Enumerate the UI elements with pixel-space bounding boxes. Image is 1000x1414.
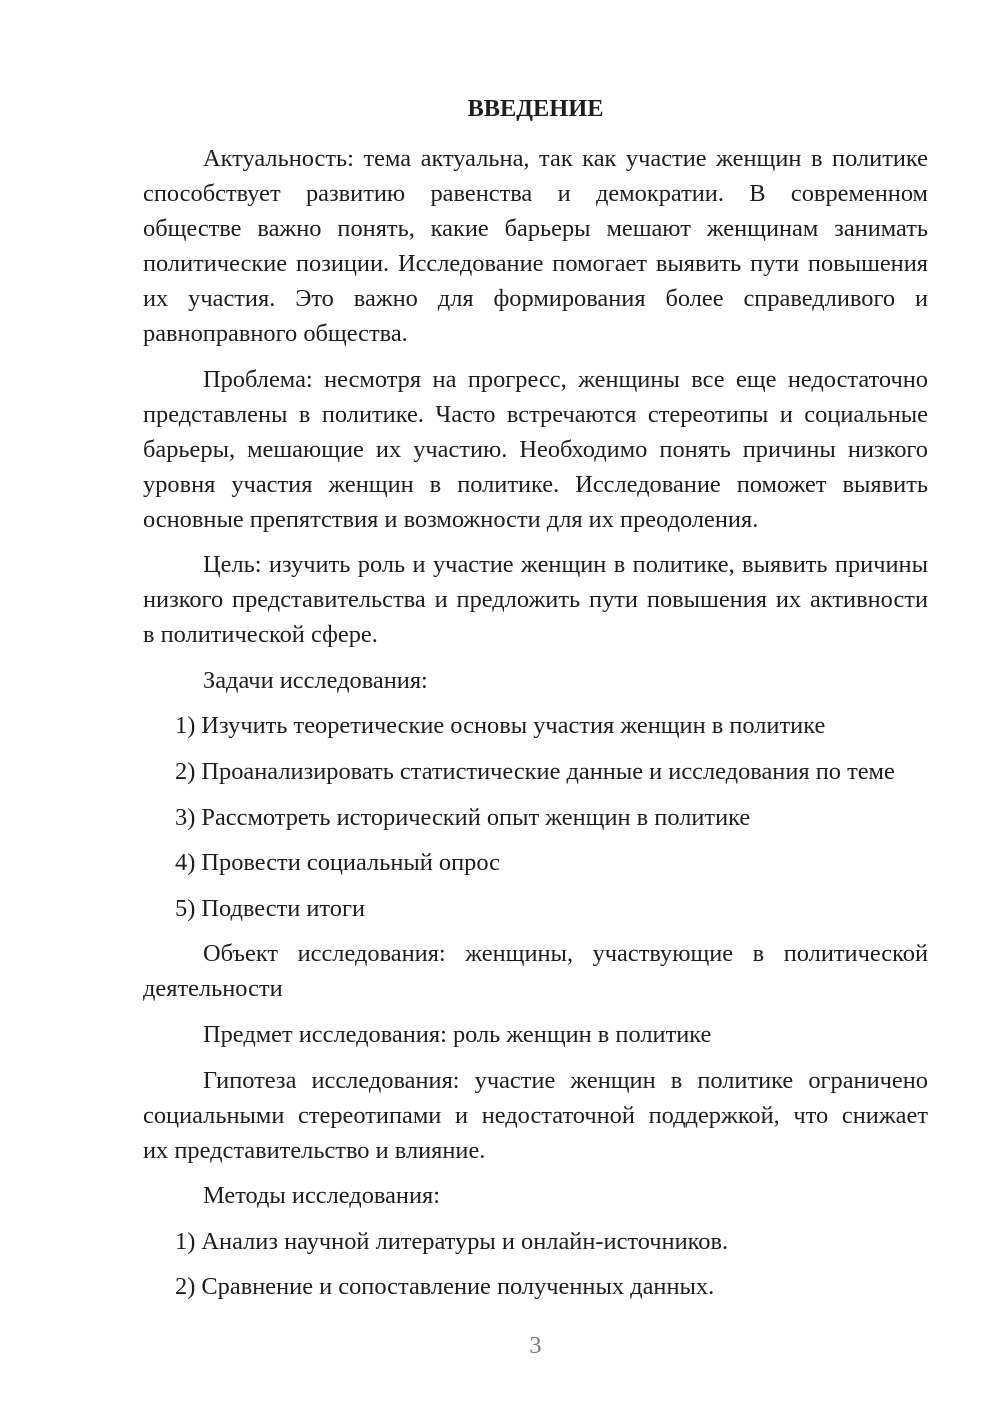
text-line: Объект исследования: женщины, участвующие в политической: [203, 940, 928, 968]
task-item: [143, 800, 928, 835]
methods-list: [143, 1224, 928, 1305]
task-item: [143, 891, 928, 926]
task-item: [143, 845, 928, 880]
text-line: Методы исследования:: [203, 1182, 441, 1210]
task-item-text: 5) Подвести итоги: [175, 894, 366, 922]
text-line: Предмет исследования: роль женщин в политике: [203, 1020, 712, 1048]
text-line: барьеры, мешающие их участию. Необходимо понять причины низкого: [143, 435, 928, 463]
text-line: равноправного общества.: [143, 320, 408, 347]
method-item-text: 1) Анализ научной литературы и онлайн-источников.: [175, 1227, 729, 1255]
text-line: в политической сфере.: [143, 621, 378, 649]
text-line: их представительство и влияние.: [143, 1136, 486, 1164]
task-item: [143, 708, 928, 743]
method-item: [143, 1224, 928, 1259]
text-line: политические позиции. Исследование помогает выявить пути повышения: [143, 250, 928, 277]
methods-heading: [143, 1178, 928, 1213]
text-line: низкого представительства и предложить пути повышения их активности: [143, 586, 928, 614]
text-line: их участия. Это важно для формирования более справедливого и: [143, 285, 928, 312]
task-item-text: 2) Проанализировать статистические данные и исследования по теме: [175, 757, 895, 785]
task-list: [143, 708, 928, 925]
page-number: 3: [529, 1332, 542, 1359]
text-line: Задачи исследования:: [203, 666, 428, 694]
method-item-text: 2) Сравнение и сопоставление полученных данных.: [175, 1273, 715, 1301]
text-line: Гипотеза исследования: участие женщин в политике ограничено: [203, 1066, 928, 1094]
paragraph-problem: [143, 362, 928, 537]
page-title: ВВЕДЕНИЕ: [467, 95, 604, 122]
tasks-heading: [143, 663, 928, 698]
text-line: Актуальность: тема актуальна, так как участие женщин в политике: [203, 145, 928, 172]
paragraph-goal: [143, 547, 928, 652]
paragraph-hypothesis: [143, 1063, 928, 1168]
text-line: Цель: изучить роль и участие женщин в политике, выявить причины: [203, 551, 928, 579]
paragraph-object: [143, 936, 928, 1006]
page-content: [143, 91, 928, 1315]
task-item-text: 4) Провести социальный опрос: [175, 849, 500, 877]
task-item-text: 1) Изучить теоретические основы участия женщин в политике: [175, 712, 826, 740]
text-line: способствует развитию равенства и демократии. В современном: [143, 180, 928, 207]
task-item-text: 3) Рассмотреть исторический опыт женщин в политике: [175, 803, 751, 831]
text-line: Проблема: несмотря на прогресс, женщины все еще недостаточно: [203, 365, 928, 393]
text-line: деятельности: [143, 975, 283, 1003]
paragraph-subject: [143, 1017, 928, 1052]
text-line: основные препятствия и возможности для их преодоления.: [143, 505, 759, 533]
text-line: обществе важно понять, какие барьеры мешают женщинам занимать: [143, 215, 928, 242]
task-item: [143, 754, 928, 789]
method-item: [143, 1269, 928, 1304]
text-line: социальными стереотипами и недостаточной поддержкой, что снижает: [143, 1101, 928, 1129]
text-line: представлены в политике. Часто встречаются стереотипы и социальные: [143, 400, 928, 428]
paragraph-relevance: [143, 141, 928, 351]
text-line: уровня участия женщин в политике. Исследование поможет выявить: [143, 470, 928, 498]
